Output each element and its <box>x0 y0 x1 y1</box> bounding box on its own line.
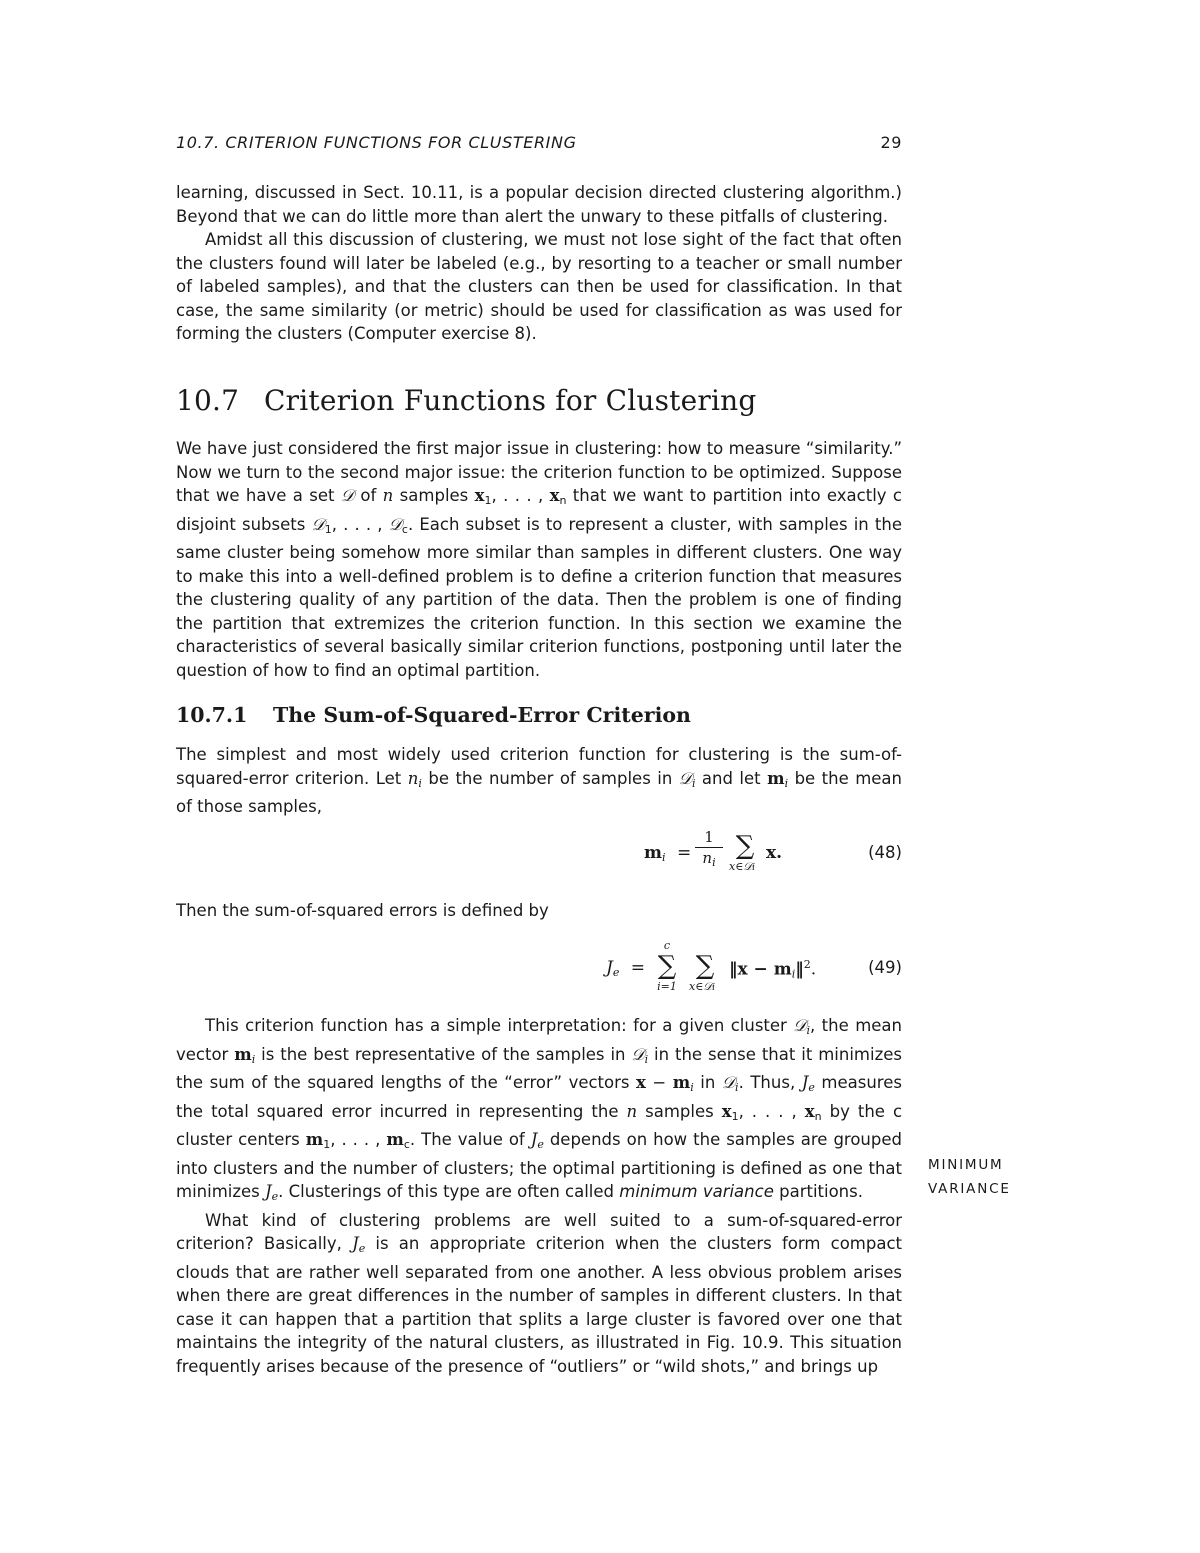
intro-paragraph-2: Amidst all this discussion of clustering, we must not lose sight of the fact that often the clusters found will later be labeled (e.g., by resorting to a teacher or small number of labeled samples), and that the clusters can then be used for classification. In that case, the same similarity (or metric) should be used for classification as was used for forming the clusters (Computer exercise 8). <box>176 230 902 343</box>
fraction: 1 $n_i$ <box>695 828 723 869</box>
page-number: 29 <box>880 133 902 152</box>
equation-48: $m_i$ = 1 $n_i$ ∑ x∈𝒟i x. (48) <box>644 828 902 873</box>
equation-number-49: (49) <box>868 958 902 977</box>
section-paragraph: We have just considered the first major issue in clustering: how to measure “similarity.” Now we turn to the second major issue: the criterion function to be optimized. Suppose that we have a set 𝒟 of n samples $x_1$, . . . , $x_n$ that we want to partition into exactly c disjoint subsets 𝒟$_1$, . . . , 𝒟$_c$. Each subset is to represent a cluster, with samples in the same cluster being somehow more similar than samples in different clusters. One way to make this into a well-defined problem is to define a criterion function that measures the clustering quality of any partition of the data. Then the problem is one of finding the partition that extremizes the criterion function. In this section we examine the characteristics of several basically similar criterion functions, postponing until later the question of how to find an optimal partition. <box>176 439 902 680</box>
equation-49: $J_e$ = c ∑ i=1 ∑ x∈𝒟i ‖x − $m_i‖^2$. (49) <box>606 939 902 993</box>
margin-note-line-2: VARIANCE <box>928 1180 1011 1197</box>
summation: ∑ x∈𝒟i <box>728 831 755 873</box>
summation-1: c ∑ i=1 <box>657 939 677 993</box>
equation-number-48: (48) <box>868 843 902 862</box>
subsection-heading <box>176 703 691 727</box>
subsection-paragraph-1: The simplest and most widely used criterion function for clustering is the sum-of-squared-error criterion. Let $n_i$ be the number of samples in 𝒟$_i$ and let $m_i$ be the mean of those samples, <box>176 745 902 816</box>
intro-text <box>176 181 902 346</box>
margin-note-line-1: MINIMUM <box>928 1157 1004 1173</box>
margin-note <box>928 1154 1011 1201</box>
running-title: 10.7. CRITERION FUNCTIONS FOR CLUSTERING <box>176 133 577 152</box>
section-text <box>176 437 902 682</box>
subsection-title: The Sum-of-Squared-Error Criterion <box>273 703 691 727</box>
subsection-number: 10.7.1 <box>176 703 248 727</box>
subsection-paragraph-4: What kind of clustering problems are well suited to a sum-of-squared-error criterion? Basically, $J_e$ is an appropriate criterion when the clusters form compact clouds that are rather well separated from one another. A less obvious problem arises when there are great differences in the number of samples in different clusters. In that case it can happen that a partition that splits a large cluster is favored over one that maintains the integrity of the natural clusters, as illustrated in Fig. 10.9. This situation frequently arises because of the presence of “outliers” or “wild shots,” and brings up <box>176 1210 902 1376</box>
summation-2: ∑ x∈𝒟i <box>688 951 715 993</box>
term-minimum-variance: minimum variance <box>619 1182 774 1201</box>
subsection-paragraph-2: Then the sum-of-squared errors is defined by <box>176 901 549 920</box>
section-title: Criterion Functions for Clustering <box>264 384 757 417</box>
subsection-paragraph-3: This criterion function has a simple interpretation: for a given cluster 𝒟$_i$, the mean vector $m_i$ is the best representative of the samples in 𝒟$_i$ in the sense that it minimizes the sum of the squared lengths of the “error” vectors $x - m_i$ in 𝒟$_i$. Thus, $J_e$ measures the total squared error incurred in representing the n samples $x_1$, . . . , $x_n$ by the c cluster centers $m_1$, . . . , $m_c$. The value of $J_e$ depends on how the samples are grouped into clusters and the number of clusters; the optimal partitioning is defined as one that minimizes $J_e$. Clusterings of this type are often called minimum variance partitions. What kind of clustering problems are well suited to a sum-of-squared-error criterion? Basically, $J_e$ is an appropriate criterion when the clusters form compact clouds that are rather well separated from one another. A less obvious problem arises when there are great differences in the number of samples in different clusters. In that case it can happen that a partition that splits a large cluster is favored over one that maintains the integrity of the natural clusters, as illustrated in Fig. 10.9. This situation frequently arises because of the presence of “outliers” or “wild shots,” and brings up <box>176 1014 902 1378</box>
section-number: 10.7 <box>176 384 240 417</box>
intro-paragraph-1: learning, discussed in Sect. 10.11, is a popular decision directed clustering algorithm.) Beyond that we can do little more than alert the unwary to these pitfalls of clustering. <box>176 183 902 226</box>
section-heading <box>176 384 756 417</box>
running-header <box>176 133 902 155</box>
